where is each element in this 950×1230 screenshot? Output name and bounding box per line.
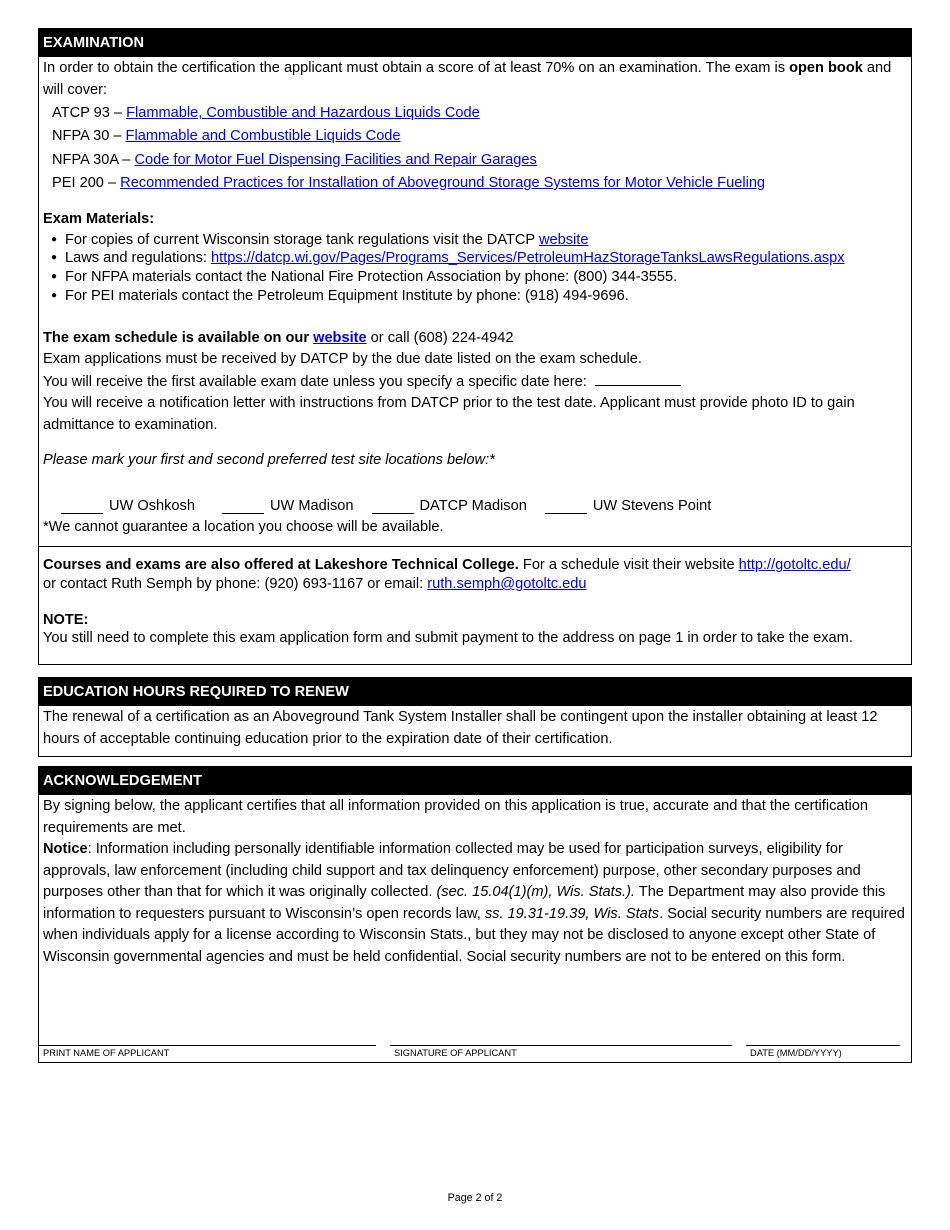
list-item: ● For NFPA materials contact the National Fire Protection Association by phone: (800) 344-3555. bbox=[65, 268, 907, 287]
code-item: NFPA 30 – Flammable and Combustible Liquids Code bbox=[52, 128, 401, 145]
site-mark-field[interactable] bbox=[61, 499, 103, 514]
note-heading: NOTE: bbox=[43, 611, 89, 628]
list-item: ● Laws and regulations: https://datcp.wi.gov/Pages/Programs_Services/PetroleumHazStorageTanksLawsRegulations.aspx bbox=[65, 249, 907, 268]
site-option-datcp-madison: DATCP Madison bbox=[372, 498, 527, 514]
acknowledgement-section bbox=[38, 766, 912, 1063]
lakeshore-line-1: Courses and exams are also offered at Lakeshore Technical College. For a schedule visit their website http://gotoltc.edu/ bbox=[43, 557, 851, 574]
site-prompt: Please mark your first and second preferred test site locations below:* bbox=[43, 452, 495, 469]
nfpa-30a-link[interactable]: Code for Motor Fuel Dispensing Facilities and Repair Garages bbox=[134, 151, 537, 168]
certify-text: By signing below, the applicant certifies that all information provided on this application is true, accurate and that the certification requirements are met. bbox=[43, 798, 869, 836]
exam-materials-heading: Exam Materials: bbox=[43, 211, 155, 228]
applications-due-text: Exam applications must be received by DATCP by the due date listed on the exam schedule. bbox=[43, 351, 642, 368]
test-site-options bbox=[43, 492, 907, 514]
date-field[interactable]: DATE (MM/DD/YYYY) bbox=[746, 1045, 900, 1064]
code-item: ATCP 93 – Flammable, Combustible and Hazardous Liquids Code bbox=[52, 105, 480, 121]
lakeshore-line-2: or contact Ruth Semph by phone: (920) 693-1167 or email: ruth.semph@gotoltc.edu bbox=[43, 575, 587, 592]
list-item: ● For copies of current Wisconsin storage tank regulations visit the DATCP website bbox=[65, 231, 907, 250]
nfpa-30-link[interactable]: Flammable and Combustible Liquids Code bbox=[125, 128, 401, 145]
site-mark-field[interactable] bbox=[545, 499, 587, 514]
site-option-uw-stevens-point: UW Stevens Point bbox=[545, 498, 711, 514]
lakeshore-email-link[interactable]: ruth.semph@gotoltc.edu bbox=[427, 575, 587, 592]
specific-date-field[interactable] bbox=[595, 371, 681, 386]
site-mark-field[interactable] bbox=[372, 499, 414, 514]
examination-section bbox=[38, 28, 912, 665]
site-option-uw-oshkosh: UW Oshkosh bbox=[61, 498, 195, 514]
code-list bbox=[43, 102, 907, 195]
regulations-link[interactable]: https://datcp.wi.gov/Pages/Programs_Services/PetroleumHazStorageTanksLawsRegulations.aspx bbox=[211, 250, 845, 267]
examination-header: EXAMINATION bbox=[39, 29, 911, 57]
list-item: ● For PEI materials contact the Petroleum Equipment Institute by phone: (918) 494-9696. bbox=[65, 287, 907, 306]
pei-200-link[interactable]: Recommended Practices for Installation of Aboveground Storage Systems for Motor Vehicle Fueling bbox=[120, 174, 766, 191]
acknowledgement-header: ACKNOWLEDGEMENT bbox=[39, 767, 911, 795]
code-item: NFPA 30A – Code for Motor Fuel Dispensing Facilities and Repair Garages bbox=[52, 151, 537, 168]
signature-field[interactable]: SIGNATURE OF APPLICANT bbox=[390, 1045, 732, 1064]
site-disclaimer: *We cannot guarantee a location you choose will be available. bbox=[43, 518, 444, 535]
education-header: EDUCATION HOURS REQUIRED TO RENEW bbox=[39, 678, 911, 706]
page-number: Page 2 of 2 bbox=[447, 1192, 503, 1204]
exam-schedule-website-link[interactable]: website bbox=[313, 329, 367, 346]
education-text: The renewal of a certification as an Aboveground Tank System Installer shall be contingent upon the installer obtaining at least 12 hours of acceptable continuing education prior to the expiration date of their certification. bbox=[43, 709, 878, 747]
site-option-uw-madison: UW Madison bbox=[222, 498, 354, 514]
notice-text: Notice: Information including personally identifiable information collected may be used for participation surveys, eligibility for approvals, law enforcement (including child support and tax delinquency enforcement) purpose, other secondary purposes and purposes other than that for which it was originally collected. (sec. 15.04(1)(m), Wis. Stats.). The Department may also provide this information to requesters pursuant to Wisconsin’s open records law, ss. 19.31-19.39, Wis. Stats. Social security numbers are required when individuals apply for a license according to Wisconsin Stats., but they may not be disclosed to anyone except other State of Wisconsin governmental agencies and must be held confidential. Social security numbers are not to be entered on this form. bbox=[43, 841, 905, 965]
print-name-field[interactable]: PRINT NAME OF APPLICANT bbox=[39, 1045, 376, 1064]
exam-schedule-line: The exam schedule is available on our website or call (608) 224-4942 bbox=[43, 329, 514, 346]
education-section bbox=[38, 677, 912, 757]
code-item: PEI 200 – Recommended Practices for Installation of Aboveground Storage Systems for Motor Vehicle Fueling bbox=[52, 174, 766, 191]
atcp-93-link[interactable]: Flammable, Combustible and Hazardous Liquids Code bbox=[126, 105, 480, 121]
materials-list bbox=[43, 231, 907, 306]
first-available-line: You will receive the first available exam date unless you specify a specific date here: bbox=[43, 371, 907, 394]
exam-intro: In order to obtain the certification the applicant must obtain a score of at least 70% on an examination. The exam is open book and will cover: bbox=[43, 60, 892, 98]
signature-area bbox=[39, 1045, 911, 1063]
note-text: You still need to complete this exam application form and submit payment to the address on page 1 in order to take the exam. bbox=[43, 629, 853, 646]
lakeshore-website-link[interactable]: http://gotoltc.edu/ bbox=[738, 557, 851, 574]
datcp-website-link[interactable]: website bbox=[538, 231, 589, 248]
notification-text: You will receive a notification letter with instructions from DATCP prior to the test date. Applicant must provide photo ID to gain admittance to examination. bbox=[43, 395, 855, 433]
site-mark-field[interactable] bbox=[222, 499, 264, 514]
